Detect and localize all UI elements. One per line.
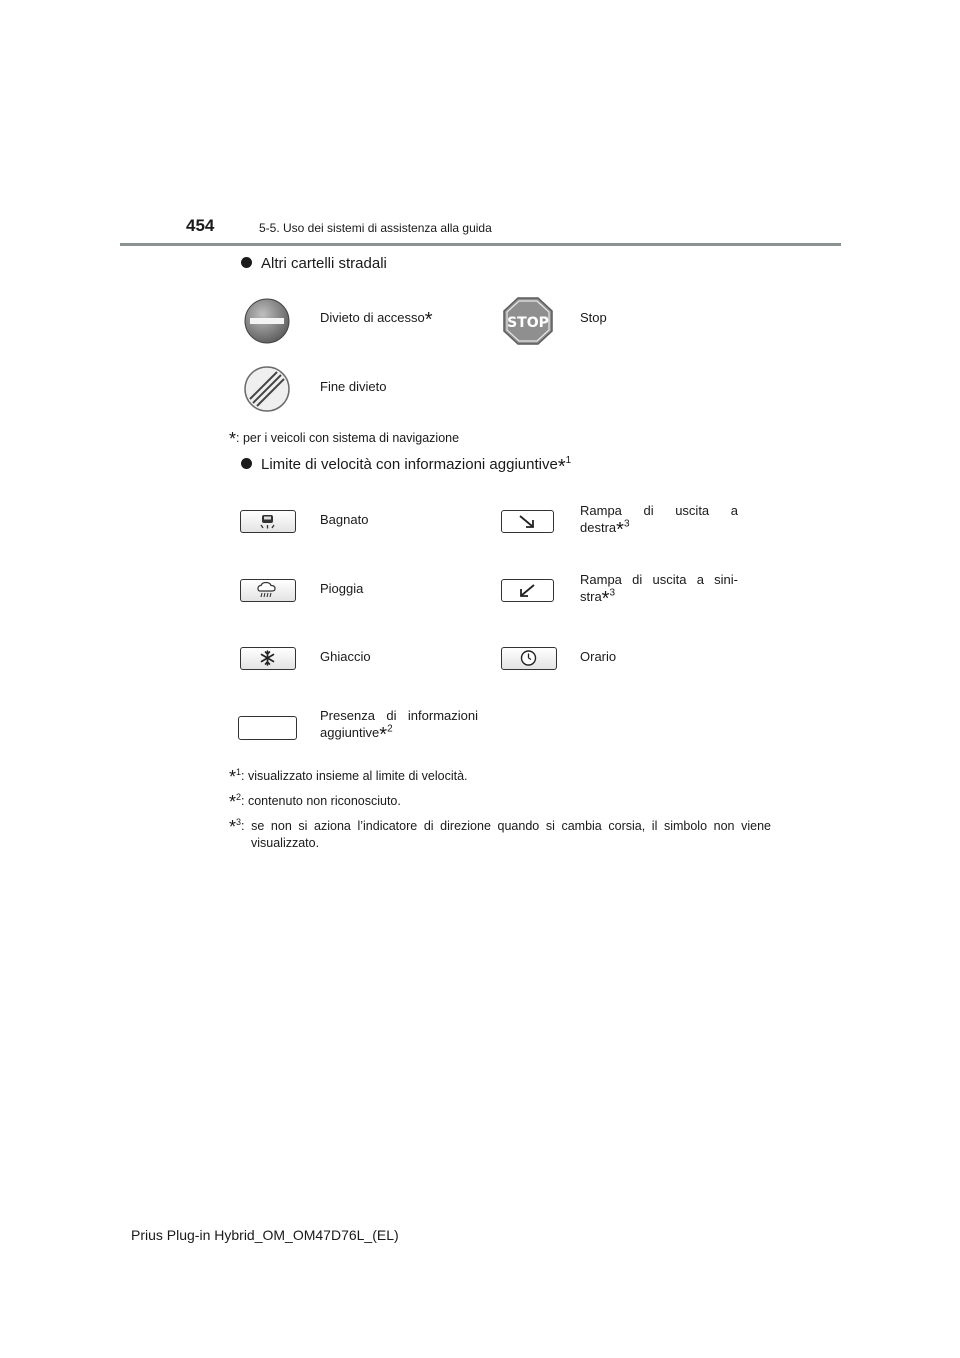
footnote-2: *$^2$: contenuto non riconosciuto. <box>229 791 401 812</box>
label-wet: Bagnato <box>320 512 369 527</box>
section-title: 5-5. Uso dei sistemi di assistenza alla guida <box>259 221 492 235</box>
label-rain: Pioggia <box>320 581 364 596</box>
footnote-1: *$^1$: visualizzato insieme al limite di velocità. <box>229 766 468 787</box>
heading-text: Altri cartelli stradali <box>261 255 387 272</box>
label-no-entry: Divieto di accesso* <box>320 309 433 331</box>
label-exit-right: Rampa di uscita a destra*$^3$ <box>580 503 738 541</box>
label-end-of-restriction: Fine divieto <box>320 379 387 394</box>
label-ice: Ghiaccio <box>320 649 371 664</box>
blank-panel-icon <box>238 716 297 740</box>
document-id: Prius Plug-in Hybrid_OM_OM47D76L_(EL) <box>131 1227 399 1243</box>
ice-panel-icon <box>240 647 296 670</box>
page-number: 454 <box>186 216 215 235</box>
wet-road-panel-icon <box>240 510 296 533</box>
exit-ramp-right-panel-icon <box>501 510 554 533</box>
clock-panel-icon <box>501 647 557 670</box>
label-clock: Orario <box>580 649 617 664</box>
footnote-3: *$^3$: se non si aziona l’indicatore di direzione quando si cambia corsia, il simbolo non viene visualizzato. <box>229 816 771 850</box>
bullet-icon <box>241 458 252 469</box>
label-stop: Stop <box>580 310 607 325</box>
label-exit-left: Rampa di uscita a sini- stra*$^3$ <box>580 572 738 610</box>
svg-text:STOP: STOP <box>507 315 549 331</box>
footnote-navigation: *: per i veicoli con sistema di navigazione <box>229 429 460 449</box>
rain-panel-icon <box>240 579 296 602</box>
stop-sign-icon <box>503 297 553 350</box>
exit-ramp-left-panel-icon <box>501 579 554 602</box>
bullet-icon <box>241 257 252 268</box>
end-of-restriction-sign-icon <box>244 366 290 417</box>
label-additional-info: Presenza di informazioni aggiuntive*$^2$ <box>320 708 478 746</box>
heading-other-signs <box>241 255 387 272</box>
no-entry-sign-icon <box>244 298 290 349</box>
heading-speed-limit: Limite di velocità con informazioni aggiuntive*$^1$ <box>241 456 571 473</box>
header-rule <box>120 243 841 246</box>
heading-text: Limite di velocità con informazioni aggiuntive <box>261 456 558 473</box>
